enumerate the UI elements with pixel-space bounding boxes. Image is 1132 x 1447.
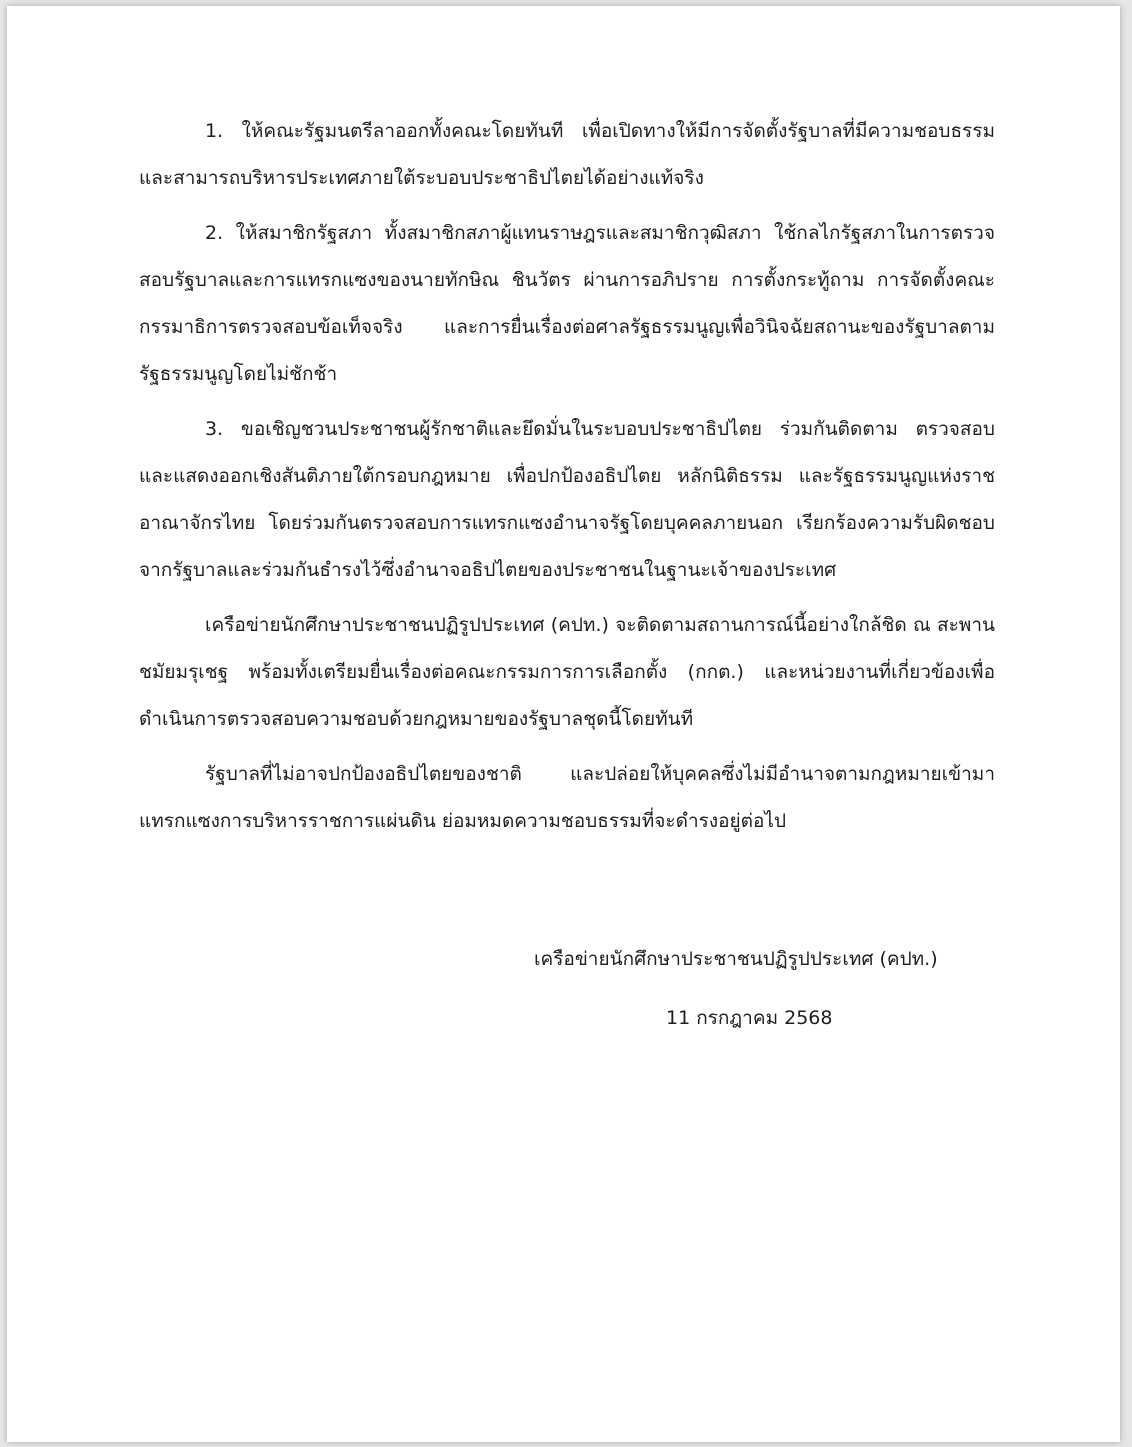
demand-paragraph-2: 2. ให้สมาชิกรัฐสภา ทั้งสมาชิกสภาผู้แทนราษฎรและสมาชิกวุฒิสภา ใช้กลไกรัฐสภาในการตรวจสอบรัฐบาลและการแทรกแซงของนายทักษิณ ชินวัตร ผ่านการอภิปราย การตั้งกระทู้ถาม การจัดตั้งคณะกรรมาธิการตรวจสอบข้อเท็จจริง และการยื่นเรื่องต่อศาลรัฐธรรมนูญเพื่อวินิจฉัยสถานะของรัฐบาลตามรัฐธรรมนูญโดยไม่ชักช้า bbox=[139, 222, 995, 385]
demand-paragraph-1: 1. ให้คณะรัฐมนตรีลาออกทั้งคณะโดยทันที เพื่อเปิดทางให้มีการจัดตั้งรัฐบาลที่มีความชอบธรรมและสามารถบริหารประเทศภายใต้ระบอบประชาธิปไตยได้อย่างแท้จริง bbox=[139, 120, 995, 189]
demand-paragraph-3: 3. ขอเชิญชวนประชาชนผู้รักชาติและยึดมั่นในระบอบประชาธิปไตย ร่วมกันติดตาม ตรวจสอบ และแสดงออกเชิงสันติภายใต้กรอบกฎหมาย เพื่อปกป้องอธิปไตย หลักนิติธรรม และรัฐธรรมนูญแห่งราชอาณาจักรไทย โดยร่วมกันตรวจสอบการแทรกแซงอำนาจรัฐโดยบุคคลภายนอก เรียกร้องความรับผิดชอบจากรัฐบาลและร่วมกันธำรงไว้ซึ่งอำนาจอธิปไตยของประชาชนในฐานะเจ้าของประเทศ bbox=[139, 418, 995, 581]
statement-paragraph: เครือข่ายนักศึกษาประชาชนปฏิรูปประเทศ (คปท.) จะติดตามสถานการณ์นี้อย่างใกล้ชิด ณ สะพานชมัยมรุเชฐ พร้อมทั้งเตรียมยื่นเรื่องต่อคณะกรรมการการเลือกตั้ง (กกต.) และหน่วยงานที่เกี่ยวข้องเพื่อดำเนินการตรวจสอบความชอบด้วยกฎหมายของรัฐบาลชุดนี้โดยทันที bbox=[139, 614, 995, 730]
document-body bbox=[139, 108, 995, 853]
signature-block bbox=[534, 936, 938, 1042]
signature-organization: เครือข่ายนักศึกษาประชาชนปฏิรูปประเทศ (คปท.) bbox=[534, 948, 938, 970]
signature-date: 11 กรกฎาคม 2568 bbox=[666, 1007, 833, 1029]
closing-paragraph: รัฐบาลที่ไม่อาจปกป้องอธิปไตยของชาติ และปล่อยให้บุคคลซึ่งไม่มีอำนาจตามกฎหมายเข้ามาแทรกแซงการบริหารราชการแผ่นดิน ย่อมหมดความชอบธรรมที่จะดำรงอยู่ต่อไป bbox=[139, 763, 995, 832]
document-page bbox=[7, 6, 1120, 1442]
